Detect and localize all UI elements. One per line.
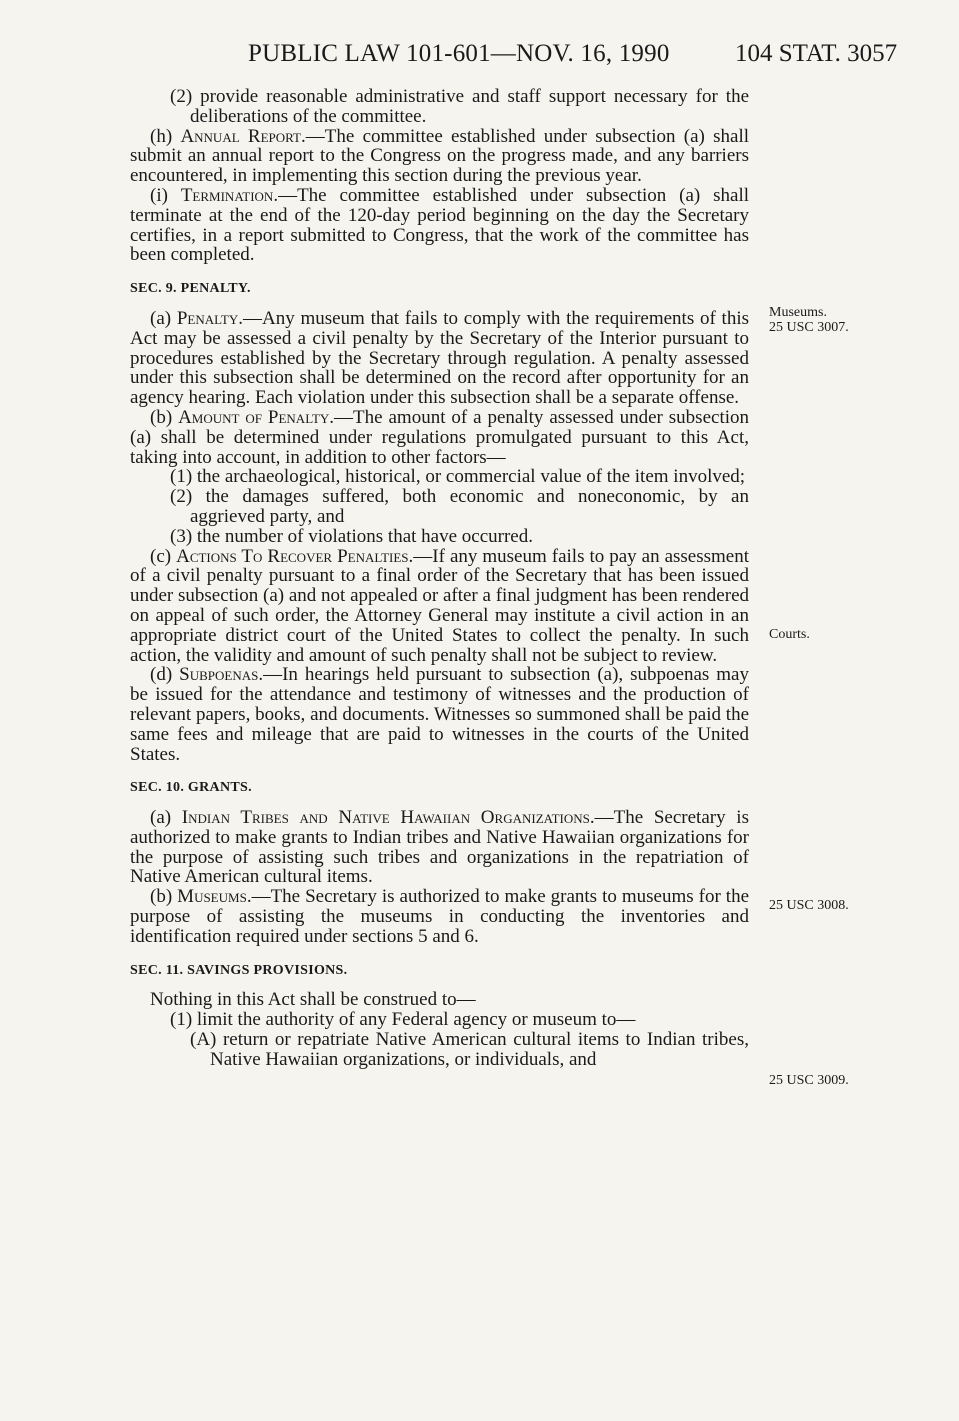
text-termination: .—The committee established under subsection (a) shall terminate at the end of the 120-day period beginning on the day the Secretary certifies, in a report submitted to Congress, that the work of the committee has been completed. (130, 184, 749, 266)
body-text (130, 87, 749, 1070)
text-amount-of-penalty: .—The amount of a penalty assessed under subsection (a) shall be determined under regulations promulgated pursuant to this Act, taking into account, in addition to other factors— (130, 406, 750, 468)
paragraph-11-intro: Nothing in this Act shall be construed to— (150, 989, 476, 1011)
paragraph-9b: (b) Amount of Penalty.—The amount of a penalty assessed under subsection (a) shall be determined under regulations promulgated pursuant to this Act, taking into account, in addition to other factors— (130, 406, 750, 468)
text-indian-tribes: .—The Secretary is authorized to make grants to Indian tribes and Native Hawaiian organizations for the purpose of assisting such tribes and organizations in the repatriation of Native American cultural items. (130, 807, 749, 888)
text-subpoenas: .—In hearings held pursuant to subsection (a), subpoenas may be issued for the attendance and testimony of witnesses and the production of relevant papers, books, and documents. Witnesses so summoned shall be paid the same fees and mileage that are paid to witnesses in the courts of the United States. (130, 664, 749, 765)
heading-actions-to-recover: Actions To Recover Penalties (176, 545, 409, 567)
paragraph-g2: (2) provide reasonable administrative and staff support necessary for the deliberations of the committee. (170, 86, 749, 127)
heading-termination: Termination (180, 184, 274, 206)
text-actions-to-recover: .—If any museum fails to pay an assessment of a civil penalty pursuant to a final order of the Secretary that has been issued under subsection (a) and not appealed or after a final judgment has been rendered on appeal of such order, the Attorney General may institute a civil action in an appropriate district court of the United States to collect the penalty. In such action, the validity and amount of such penalty shall not be subject to review. (130, 545, 750, 666)
text-museums: .—The Secretary is authorized to make grants to museums for the purpose of assisting the museums in conducting the inventories and identification required under sections 5 and 6. (130, 886, 750, 947)
margin-note-usc-3007: 25 USC 3007. (769, 320, 849, 335)
page-header-stat: 104 STAT. 3057 (735, 40, 898, 67)
heading-amount-of-penalty: Amount of Penalty (178, 406, 330, 428)
section-heading-11: SEC. 11. SAVINGS PROVISIONS. (130, 962, 348, 978)
heading-annual-report: Annual Report (180, 125, 301, 147)
text-penalty: .—Any museum that fails to comply with the requirements of this Act may be assessed a civil penalty by the Secretary of the Interior pursuant to procedures established by the Secretary through regulation. A penalty assessed under this subsection shall be determined on the record after opportunity for an agency hearing. Each violation under this subsection shall be a separate offense. (130, 307, 749, 409)
paragraph-9b2: (2) the damages suffered, both economic and noneconomic, by an aggrieved party, and (170, 486, 749, 527)
margin-note-courts: Courts. (769, 627, 810, 642)
margin-note-usc-3009: 25 USC 3009. (769, 1073, 849, 1088)
paragraph-9d: (d) Subpoenas.—In hearings held pursuant to subsection (a), subpoenas may be issued for the attendance and testimony of witnesses and the production of relevant papers, books, and documents. Witnesses so summoned shall be paid the same fees and mileage that are paid to witnesses in the courts of the United States. (130, 664, 749, 765)
page-header-title: PUBLIC LAW 101-601—NOV. 16, 1990 (248, 40, 670, 67)
margin-note-museums: Museums. (769, 305, 827, 320)
paragraph-9c: (c) Actions To Recover Penalties.—If any museum fails to pay an assessment of a civil penalty pursuant to a final order of the Secretary that has been issued under subsection (a) and not appealed or after a final judgment has been rendered on appeal of such order, the Attorney General may institute a civil action in an appropriate district court of the United States to collect the penalty. In such action, the validity and amount of such penalty shall not be subject to review. (130, 545, 750, 666)
paragraph-9b1: (1) the archaeological, historical, or commercial value of the item involved; (170, 466, 746, 488)
paragraph-h: (h) Annual Report.—The committee established under subsection (a) shall submit an annual report to the Congress on the progress made, and any barriers encountered, in implementing this section during the previous year. (130, 125, 750, 187)
margin-note-usc-3008: 25 USC 3008. (769, 898, 849, 913)
paragraph-10b: (b) Museums.—The Secretary is authorized to make grants to museums for the purpose of assisting the museums in conducting the inventories and identification required under sections 5 and 6. (130, 886, 750, 947)
heading-penalty: Penalty (176, 307, 239, 329)
heading-indian-tribes: Indian Tribes and Native Hawaiian Organizations (181, 807, 590, 829)
heading-subpoenas: Subpoenas (179, 664, 259, 686)
paragraph-i: (i) Termination.—The committee established under subsection (a) shall terminate at the end of the 120-day period beginning on the day the Secretary certifies, in a report submitted to Congress, that the work of the committee has been completed. (130, 184, 749, 266)
paragraph-9b3: (3) the number of violations that have occurred. (170, 525, 533, 547)
paragraph-10a: (a) Indian Tribes and Native Hawaiian Organizations.—The Secretary is authorized to make grants to Indian tribes and Native Hawaiian organizations for the purpose of assisting such tribes and organizations in the repatriation of Native American cultural items. (130, 807, 749, 888)
paragraph-11-1: (1) limit the authority of any Federal agency or museum to— (170, 1009, 636, 1031)
paragraph-9a: (a) Penalty.—Any museum that fails to comply with the requirements of this Act may be assessed a civil penalty by the Secretary of the Interior pursuant to procedures established by the Secretary through regulation. A penalty assessed under this subsection shall be determined on the record after opportunity for an agency hearing. Each violation under this subsection shall be a separate offense. (130, 307, 749, 409)
section-heading-9: SEC. 9. PENALTY. (130, 281, 251, 297)
section-heading-10: SEC. 10. GRANTS. (130, 780, 252, 796)
text-annual-report: .—The committee established under subsection (a) shall submit an annual report to the Congress on the progress made, and any barriers encountered, in implementing this section during the previous year. (130, 125, 750, 187)
heading-museums: Museums (177, 886, 247, 908)
paragraph-11-1A: (A) return or repatriate Native American cultural items to Indian tribes, Native Hawaiian organizations, or individuals, and (190, 1029, 749, 1070)
